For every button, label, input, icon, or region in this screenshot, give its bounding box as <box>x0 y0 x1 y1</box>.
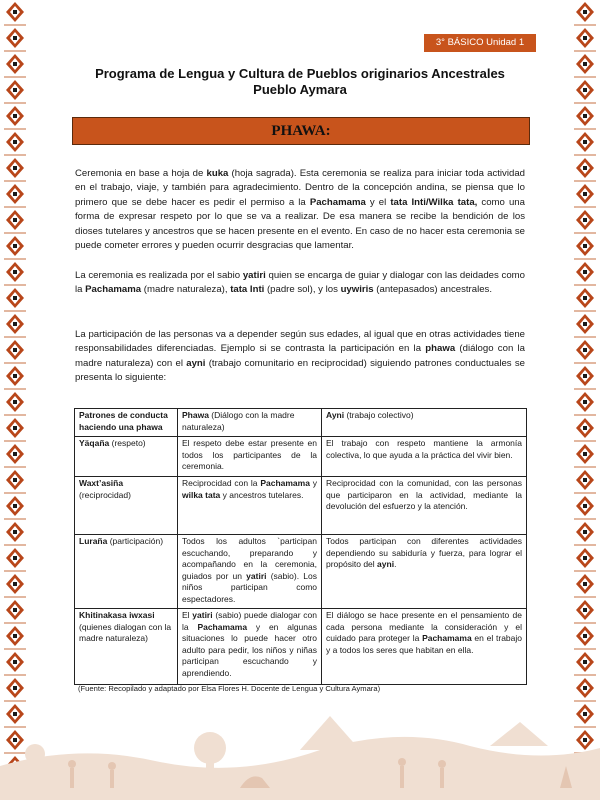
table-row <box>75 609 527 685</box>
table-row <box>75 477 527 535</box>
row-label: Yäqaña (respeto) <box>75 437 178 477</box>
grade-unit-badge: 3° BÁSICO Unidad 1 <box>424 34 536 52</box>
page-title <box>60 66 540 98</box>
ayni-cell: Todos participan con diferentes actividades dependiendo su sabiduría y fuerza, para lograr el propósito del ayni. <box>322 535 527 609</box>
row-label: Luraña (participación) <box>75 535 178 609</box>
ayni-cell: El trabajo con respeto mantiene la armonía colectiva, lo que ayuda a la práctica del vivir bien. <box>322 437 527 477</box>
paragraph-participation: La participación de las personas va a depender según sus edades, al igual que en otras actividades tiene responsabilidades diferenciadas. Ejemplo si se contrasta la participación en la phawa (diálogo con la madre naturaleza) con el ayni (trabajo comunitario en reciprocidad) siguiendo patrones conductuales se presenta lo siguiente: <box>75 329 525 384</box>
ayni-cell: El diálogo se hace presente en el pensamiento de cada persona mediante la consideración y el cuidado para proteger la Pachamama en el trabajo y a todos los seres que habitan en ella. <box>322 609 527 685</box>
paragraph-yatiri: La ceremonia es realizada por el sabio yatiri quien se encarga de guiar y dialogar con las deidades como la Pachamama (madre naturaleza), tata Inti (padre sol), y los uywiris (antepasados) ancestrales. <box>75 270 525 296</box>
title-line-1: Programa de Lengua y Cultura de Pueblos originarios Ancestrales <box>95 66 505 81</box>
header-cell-ayni: Ayni (trabajo colectivo) <box>322 409 527 437</box>
title-line-2: Pueblo Aymara <box>253 82 347 97</box>
row-label: Khitinakasa iwxasi (quienes dialogan con la madre naturaleza) <box>75 609 178 685</box>
ayni-cell: Reciprocidad con la comunidad, con las personas que participaron en la actividad, mediante la devolución del esfuerzo y la atención. <box>322 477 527 535</box>
header-cell-phawa: Phawa (Diálogo con la madre naturaleza) <box>178 409 322 437</box>
section-title-banner: PHAWA: <box>72 117 530 145</box>
table-header-row <box>75 409 527 437</box>
phawa-cell: El respeto debe estar presente en todos los participantes de la ceremonia. <box>178 437 322 477</box>
landscape-footer-illustration <box>0 688 600 800</box>
row-label: Waxt’asiña (reciprocidad) <box>75 477 178 535</box>
left-decorative-border <box>4 0 26 800</box>
right-decorative-border <box>574 0 596 800</box>
table-row <box>75 535 527 609</box>
source-note: (Fuente: Recopilado y adaptado por Elsa Flores H. Docente de Lengua y Cultura Aymara) <box>78 684 381 693</box>
conduct-patterns-table <box>74 408 527 685</box>
paragraph-ceremony-description: Ceremonia en base a hoja de kuka (hoja sagrada). Esta ceremonia se realiza para iniciar toda actividad en el trabajo, viaje, y también para agradecimiento. Dentro de la concepción andina, se piensa que lo primero que se debe hacer es pedir el permiso a la Pachamama y el tata Inti/Wilka tata, como una forma de expresar respeto por lo que se va a realizar. De esa manera se recibe la bendición de los dioses tutelares y ancestros que se hacen presente en el evento. En caso de no hacer esta ceremonia se puede cometer errores y pueden ocurrir desgracias que lamentar. <box>75 168 525 252</box>
phawa-cell: Todos los adultos `participan escuchando, preparando y acompañando en la ceremonia, guiados por un yatiri (sabio). Los niños participan como espectadores. <box>178 535 322 609</box>
header-cell-patterns: Patrones de conducta haciendo una phawa <box>75 409 178 437</box>
phawa-cell: El yatiri (sabio) puede dialogar con la Pachamama y en algunas situaciones lo puede hacer otro adulto para pedir, los niños y niñas participan escuchando y aprendiendo. <box>178 609 322 685</box>
phawa-cell: Reciprocidad con la Pachamama y wilka tata y ancestros tutelares. <box>178 477 322 535</box>
table-row <box>75 437 527 477</box>
